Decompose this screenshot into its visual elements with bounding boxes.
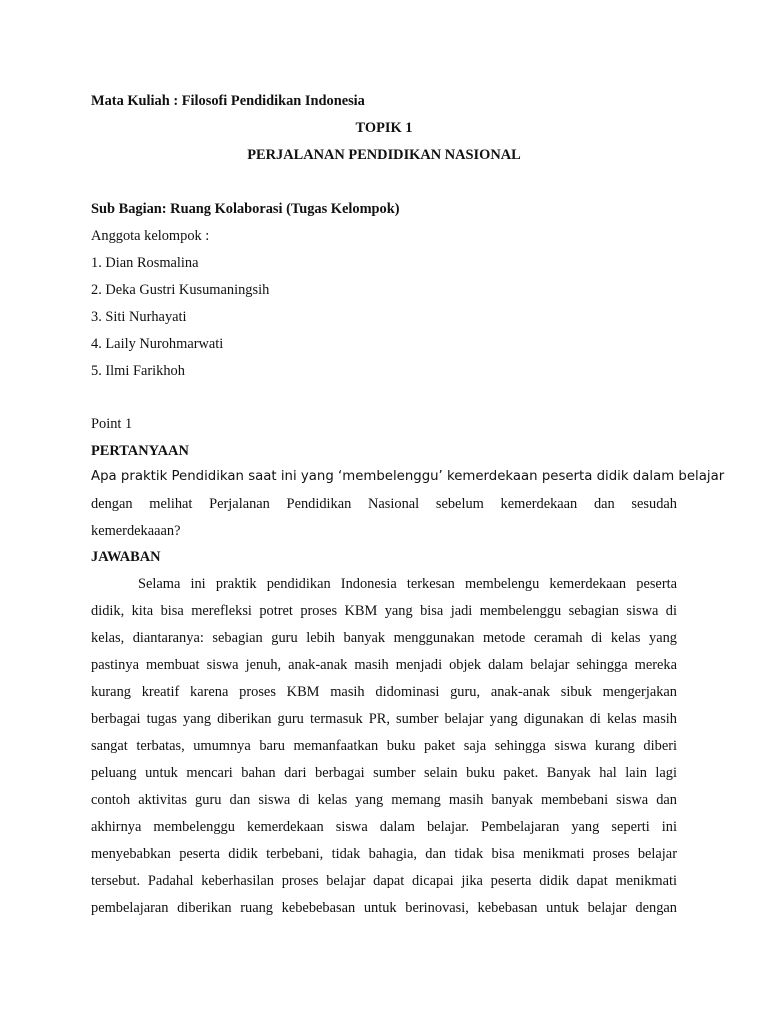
answer-line: kurang kreatif karena proses KBM masih didominasi guru, anak-anak sibuk mengerjakan <box>91 684 677 700</box>
topic-label: TOPIK 1 <box>355 120 413 136</box>
course-line: Mata Kuliah : Filosofi Pendidikan Indonesia <box>91 93 365 109</box>
answer-line: pastinya membuat siswa jenuh, anak-anak masih menjadi objek dalam belajar sehingga mereka <box>91 657 677 673</box>
answer-line: peluang untuk mencari bahan dari berbagai sumber selain buku paket. Banyak hal lain lagi <box>91 765 677 781</box>
answer-line: akhirnya membelenggu kemerdekaan siswa dalam belajar. Pembelajaran yang seperti ini <box>91 819 677 835</box>
member-item: 2. Deka Gustri Kusumaningsih <box>91 282 270 298</box>
member-item: 4. Laily Nurohmarwati <box>91 336 224 352</box>
answer-line: kelas, diantaranya: sebagian guru lebih banyak menggunakan metode ceramah di kelas yang <box>91 630 677 646</box>
answer-line: tersebut. Padahal keberhasilan proses belajar dapat dicapai jika peserta didik dapat menikmati <box>91 873 677 889</box>
question-heading: PERTANYAAN <box>91 443 189 459</box>
answer-heading: JAWABAN <box>91 549 161 565</box>
question-line: dengan melihat Perjalanan Pendidikan Nasional sebelum kemerdekaan dan sesudah <box>91 496 677 512</box>
answer-line: menyebabkan peserta didik terbebani, tidak bahagia, dan tidak bisa menikmati proses belajar <box>91 846 677 862</box>
answer-line: Selama ini praktik pendidikan Indonesia terkesan membelengu kemerdekaan peserta <box>138 576 677 592</box>
answer-line: sangat terbatas, umumnya baru memanfaatkan buku paket saja sehingga siswa kurang diberi <box>91 738 677 754</box>
member-item: 1. Dian Rosmalina <box>91 255 199 271</box>
answer-line: contoh aktivitas guru dan siswa di kelas yang memang masih banyak membebani siswa dan <box>91 792 677 808</box>
sub-section-heading: Sub Bagian: Ruang Kolaborasi (Tugas Kelompok) <box>91 201 400 217</box>
question-line: Apa praktik Pendidikan saat ini yang ‘membelenggu’ kemerdekaan peserta didik dalam belajar <box>91 469 725 484</box>
point-label: Point 1 <box>91 416 133 432</box>
answer-line: didik, kita bisa merefleksi potret proses KBM yang bisa jadi membelenggu sebagian siswa di <box>91 603 677 619</box>
member-item: 5. Ilmi Farikhoh <box>91 363 185 379</box>
members-label: Anggota kelompok : <box>91 228 210 244</box>
member-item: 3. Siti Nurhayati <box>91 309 187 325</box>
topic-title: PERJALANAN PENDIDIKAN NASIONAL <box>247 147 521 163</box>
question-line: kemerdekaaan? <box>91 523 181 539</box>
answer-line: pembelajaran diberikan ruang kebebebasan untuk berinovasi, kebebasan untuk belajar dengan <box>91 900 677 916</box>
answer-line: berbagai tugas yang diberikan guru termasuk PR, sumber belajar yang digunakan di kelas masih <box>91 711 677 727</box>
